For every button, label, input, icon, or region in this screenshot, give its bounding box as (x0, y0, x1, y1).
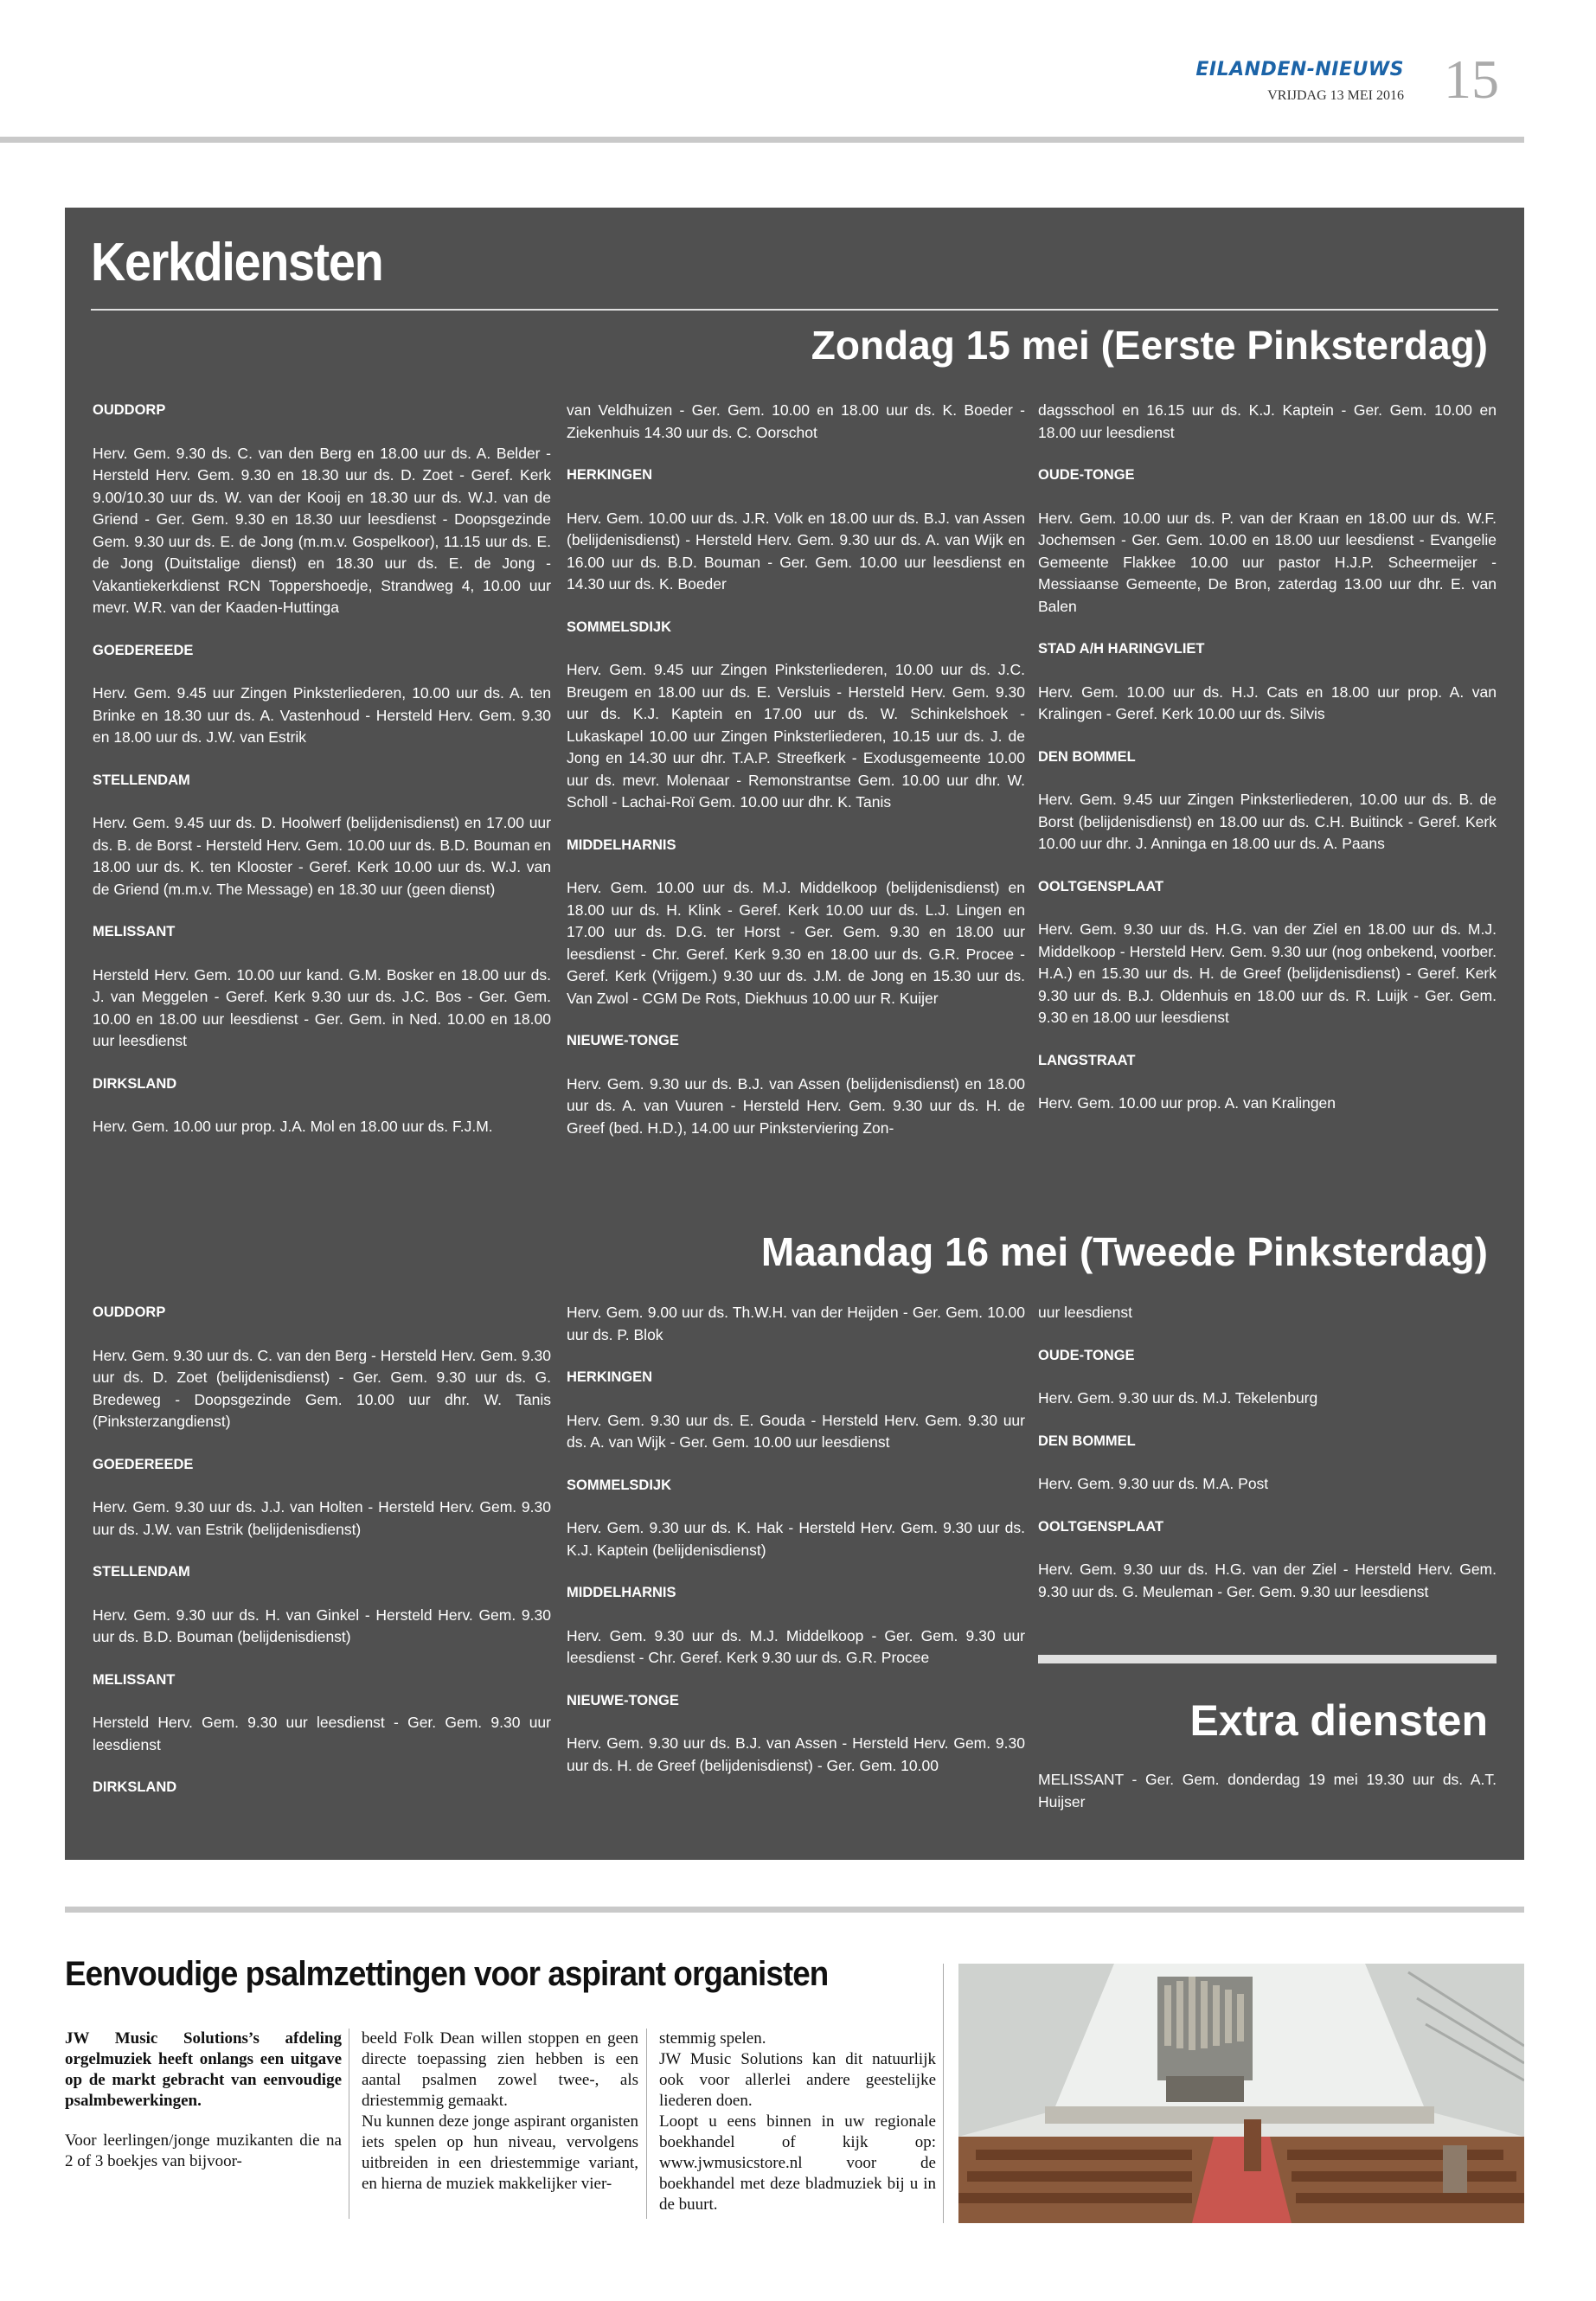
place-name: SOMMELSDIJK (567, 619, 672, 635)
service-entry: Herv. Gem. 10.00 uur prop. J.A. Mol en 18.00 uur ds. F.J.M. (93, 1118, 493, 1135)
service-entry: Herv. Gem. 9.45 uur ds. D. Hoolwerf (belijdenisdienst) en 17.00 uur ds. B. de Borst - Hersteld Herv. Gem. 10.00 uur ds. B.D. Bouman en 18.00 uur ds. K. ten Klooster - Geref. Kerk 10.00 uur ds. W.J. van de Griend (m.m.v. The Message) en 18.30 uur (geen dienst) (93, 814, 551, 898)
article-paragraph: Voor leerlingen/jonge muzikanten die na 2 of 3 boekjes van bijvoor- (65, 2131, 342, 2170)
service-entry: Herv. Gem. 10.00 uur prop. A. van Kralingen (1038, 1094, 1336, 1112)
service-entry: Herv. Gem. 9.30 uur ds. H.G. van der Ziel en 18.00 uur ds. M.J. Middelkoop - Hersteld Herv. Gem. 9.30 uur (nog onbekend, voorber. H.A.) en 15.30 uur ds. H. de Greef (belijdenisdienst) - Geref. Kerk 9.30 uur ds. B.J. Oldenhuis en 18.00 uur ds. R. Luijk - Ger. Gem. 9.30 en 18.00 uur leesdienst (1038, 920, 1497, 1026)
article-paragraph: beeld Folk Dean willen stoppen en geen directe toepassing zien hebben is een aantal psalmen zowel twee-, als driestemmig gemaakt. (362, 2029, 638, 2110)
column-divider (646, 2029, 647, 2219)
kerkdiensten-panel (65, 208, 1524, 1860)
service-entry: dagsschool en 16.15 uur ds. K.J. Kaptein - Ger. Gem. 10.00 en 18.00 uur leesdienst (1038, 401, 1497, 441)
place-name: MELISSANT (93, 1671, 176, 1688)
service-entry: Herv. Gem. 9.30 uur ds. M.J. Middelkoop - Ger. Gem. 9.30 uur leesdienst - Chr. Geref. Kerk 9.30 uur ds. G.R. Procee (567, 1626, 1025, 1666)
church-interior-illustration (958, 1964, 1524, 2223)
service-entry: uur leesdienst (1038, 1304, 1132, 1321)
place-name: MIDDELHARNIS (567, 836, 676, 853)
service-entry: Herv. Gem. 9.30 uur ds. C. van den Berg - Hersteld Herv. Gem. 9.30 uur ds. D. Zoet (belijdenisdienst) - Ger. Gem. 9.30 uur ds. G. Bredeweg - Doopsgezinde Gem. 10.00 uur dhr. W. Tanis (Pinksterzangdienst) (93, 1346, 551, 1430)
place-name: STELLENDAM (93, 772, 190, 788)
page-number: 15 (1444, 48, 1499, 110)
place-name: OUDDORP (93, 402, 166, 418)
place-name: GOEDEREEDE (93, 642, 194, 658)
place-name: LANGSTRAAT (1038, 1052, 1136, 1068)
place-name: OOLTGENSPLAAT (1038, 1518, 1164, 1535)
service-entry: Herv. Gem. 10.00 uur ds. H.J. Cats en 18.00 uur prop. A. van Kralingen - Geref. Kerk 10.00 uur ds. Silvis (1038, 683, 1497, 722)
place-name: GOEDEREEDE (93, 1456, 194, 1472)
service-entry: Herv. Gem. 9.30 uur ds. H.G. van der Ziel - Hersteld Herv. Gem. 9.30 uur ds. G. Meuleman - Ger. Gem. 9.30 uur leesdienst (1038, 1561, 1497, 1600)
article-paragraph: JW Music Solutions kan dit natuurlijk ook voor allerlei andere geestelijke liederen doen. (659, 2050, 936, 2110)
article-column-1 (65, 2029, 342, 2191)
top-rule (0, 137, 1524, 143)
place-name: NIEUWE-TONGE (567, 1692, 679, 1708)
day2-heading: Maandag 16 mei (Tweede Pinksterdag) (760, 1229, 1488, 1274)
service-entry: Herv. Gem. 9.00 uur ds. Th.W.H. van der Heijden - Ger. Gem. 10.00 uur ds. P. Blok (567, 1304, 1025, 1343)
place-name: MIDDELHARNIS (567, 1585, 676, 1600)
service-entry: Herv. Gem. 9.45 uur Zingen Pinksterliederen, 10.00 uur ds. A. ten Brinke en 18.30 uur ds. A. Vastenhoud - Hersteld Herv. Gem. 9.30 en 18.00 uur ds. J.W. van Estrik (93, 684, 551, 746)
place-name: DIRKSLAND (93, 1779, 177, 1795)
place-name: NIEUWE-TONGE (567, 1033, 679, 1048)
place-name: DEN BOMMEL (1038, 1433, 1136, 1449)
place-name: DEN BOMMEL (1038, 748, 1136, 765)
place-name: STELLENDAM (93, 1564, 190, 1580)
day1-column-1 (93, 400, 551, 1159)
day2-column-3 (1038, 1302, 1497, 1624)
service-entry: Herv. Gem. 9.30 uur ds. M.A. Post (1038, 1475, 1269, 1492)
masthead (1136, 48, 1499, 112)
place-name: OUDDORP (93, 1304, 166, 1320)
church-interior-photo (958, 1964, 1524, 2223)
service-entry: Herv. Gem. 9.30 uur ds. H. van Ginkel - Hersteld Herv. Gem. 9.30 uur ds. B.D. Bouman (belijdenisdienst) (93, 1606, 551, 1645)
article-paragraph: stemmig spelen. (659, 2029, 766, 2048)
place-name: SOMMELSDIJK (567, 1477, 672, 1493)
day2-column-2 (567, 1302, 1025, 1798)
article-paragraph: Loopt u eens binnen in uw regionale boekhandel of kijk op: www.jwmusicstore.nl voor de boekhandel met deze bladmuziek bij u in de buurt. (659, 2112, 936, 2214)
service-entry: Herv. Gem. 9.30 uur ds. M.J. Tekelenburg (1038, 1389, 1318, 1407)
service-entry: Herv. Gem. 10.00 uur ds. J.R. Volk en 18.00 uur ds. B.J. van Assen (belijdenisdienst) - Hersteld Herv. Gem. 9.30 uur ds. A. van Wijk en 16.00 uur ds. B.D. Bouman - Ger. Gem. 10.00 uur leesdienst en 14.30 uur ds. K. Boeder (567, 509, 1025, 593)
service-entry: Herv. Gem. 9.30 uur ds. B.J. van Assen (belijdenisdienst) en 18.00 uur ds. A. van Vuuren - Hersteld Herv. Gem. 9.30 uur ds. H. de Greef (bed. H.D.), 14.00 uur Pinksterviering Zon- (567, 1074, 1025, 1137)
extra-heading: Extra diensten (1189, 1696, 1488, 1745)
extra-text: MELISSANT - Ger. Gem. donderdag 19 mei 19.30 uur ds. A.T. Huijser (1038, 1771, 1497, 1811)
service-entry: Herv. Gem. 9.30 uur ds. E. Gouda - Hersteld Herv. Gem. 9.30 uur ds. A. van Wijk - Ger. Gem. 10.00 uur leesdienst (567, 1411, 1025, 1451)
issue-date: VRIJDAG 13 MEI 2016 (1267, 88, 1404, 103)
article-title: Eenvoudige psalmzettingen voor aspirant organisten (65, 1955, 829, 1993)
day2-column-1 (93, 1302, 551, 1820)
article-paragraph: Nu kunnen deze jonge aspirant organisten iets spelen op hun niveau, vervolgens uitbreiden in een driestemmige variant, en hierna de muziek makkelijker vier- (362, 2112, 638, 2193)
title-rule (91, 309, 1498, 311)
article-lead: JW Music Solutions’s afdeling orgelmuziek heeft onlangs een uitgave op de markt gebracht van eenvoudige psalmbewerkingen. (65, 2029, 342, 2110)
section-title: Kerkdiensten (91, 233, 383, 292)
extra-rule (1038, 1655, 1497, 1663)
place-name: OOLTGENSPLAAT (1038, 878, 1164, 894)
service-entry: Herv. Gem. 10.00 uur ds. P. van der Kraan en 18.00 uur ds. W.F. Jochemsen - Ger. Gem. 10.00 en 18.00 uur leesdienst - Evangelie Gemeente Flakkee 10.00 uur pastor H.J.P. Scheermeijer - Messiaanse Gemeente, De Bron, zaterdag 13.00 uur dhr. E. van Balen (1038, 509, 1497, 615)
service-entry: Herv. Gem. 9.45 uur Zingen Pinksterliederen, 10.00 uur ds. B. de Borst (belijdenisdienst) en 18.00 uur ds. C.H. Buitinck - Geref. Kerk 10.00 uur dhr. J. Anninga en 18.00 uur ds. A. Paans (1038, 791, 1497, 852)
service-entry: van Veldhuizen - Ger. Gem. 10.00 en 18.00 uur ds. K. Boeder - Ziekenhuis 14.30 uur ds. C. Oorschot (567, 401, 1025, 441)
service-entry: Herv. Gem. 9.30 uur ds. B.J. van Assen - Hersteld Herv. Gem. 9.30 uur ds. H. de Greef (belijdenisdienst) - Ger. Gem. 10.00 (567, 1734, 1025, 1774)
service-entry: Herv. Gem. 9.30 uur ds. K. Hak - Hersteld Herv. Gem. 9.30 uur ds. K.J. Kaptein (belijdenisdienst) (567, 1519, 1025, 1559)
service-entry: Hersteld Herv. Gem. 10.00 uur kand. G.M. Bosker en 18.00 uur ds. J. van Meggelen - Geref. Kerk 9.30 uur ds. J.C. Bos - Ger. Gem. 10.00 en 18.00 uur leesdienst - Ger. Gem. in Ned. 10.00 en 18.00 uur leesdienst (93, 965, 551, 1049)
place-name: OUDE-TONGE (1038, 467, 1135, 483)
day1-column-3 (1038, 400, 1497, 1136)
day1-column-2 (567, 400, 1025, 1160)
service-entry: Herv. Gem. 10.00 uur ds. M.J. Middelkoop (belijdenisdienst) en 18.00 uur ds. H. Klink - Geref. Kerk 10.00 uur ds. L.J. Lingen en 17.00 uur ds. D.G. ter Horst - Ger. Gem. 9.30 en 18.00 uur leesdienst - Chr. Geref. Kerk 9.30 en 18.00 uur ds. G.R. Procee - Geref. Kerk (Vrijgem.) 9.30 uur ds. J.M. de Jong en 15.30 uur ds. Van Zwol - CGM De Rots, Diekhuus 10.00 uur R. Kuijer (567, 879, 1025, 1007)
service-entry: Herv. Gem. 9.30 uur ds. J.J. van Holten - Hersteld Herv. Gem. 9.30 uur ds. J.W. van Estrik (belijdenisdienst) (93, 1498, 551, 1538)
article-column-3 (659, 2029, 936, 2234)
place-name: HERKINGEN (567, 467, 653, 483)
place-name: MELISSANT (93, 924, 176, 939)
place-name: DIRKSLAND (93, 1075, 177, 1092)
column-divider (943, 1964, 944, 2223)
place-name: STAD A/H HARINGVLIET (1038, 641, 1205, 657)
place-name: HERKINGEN (567, 1369, 653, 1385)
article-column-2 (362, 2029, 638, 2214)
place-name: OUDE-TONGE (1038, 1347, 1135, 1363)
paper-name: EILANDEN-NIEUWS (1195, 59, 1404, 80)
service-entry: Herv. Gem. 9.45 uur Zingen Pinksterliederen, 10.00 uur ds. J.C. Breugem en 18.00 uur ds. E. Versluis - Hersteld Herv. Gem. 9.30 uur ds. K.J. Kaptein en 17.00 uur ds. W. Schinkelshoek - Lukaskapel 10.00 uur Zingen Pinksterliederen, 10.15 uur ds. J. de Jong en 14.30 uur dhr. T.A.P. Streefkerk - Exodusgemeente 10.00 uur ds. mevr. Molenaar - Remonstrantse Gem. 10.00 uur dhr. W. Scholl - Lachai-Roï Gem. 10.00 uur dhr. K. Tanis (567, 661, 1025, 811)
day1-heading: Zondag 15 mei (Eerste Pinksterdag) (811, 323, 1488, 368)
bottom-rule (65, 1907, 1524, 1913)
service-entry: Herv. Gem. 9.30 ds. C. van den Berg en 18.00 uur ds. A. Belder - Hersteld Herv. Gem. 9.30 en 18.30 uur ds. D. Zoet - Geref. Kerk 9.00/10.30 uur ds. W. van der Kooij en 18.30 uur ds. W.J. van de Griend - Ger. Gem. 9.30 en 18.30 uur leesdienst - Doopsgezinde Gem. 9.30 uur ds. E. de Jong (m.m.v. Gospelkoor), 11.15 uur ds. E. de Jong (Duitstalige dienst) en 18.30 uur ds. E. de Jong - Vakantiekerkdienst RCN Toppershoedje, Strandweg 4, 10.00 uur mevr. W.R. van der Kaaden-Huttinga (93, 444, 551, 616)
service-entry: Hersteld Herv. Gem. 9.30 uur leesdienst - Ger. Gem. 9.30 uur leesdienst (93, 1714, 551, 1753)
